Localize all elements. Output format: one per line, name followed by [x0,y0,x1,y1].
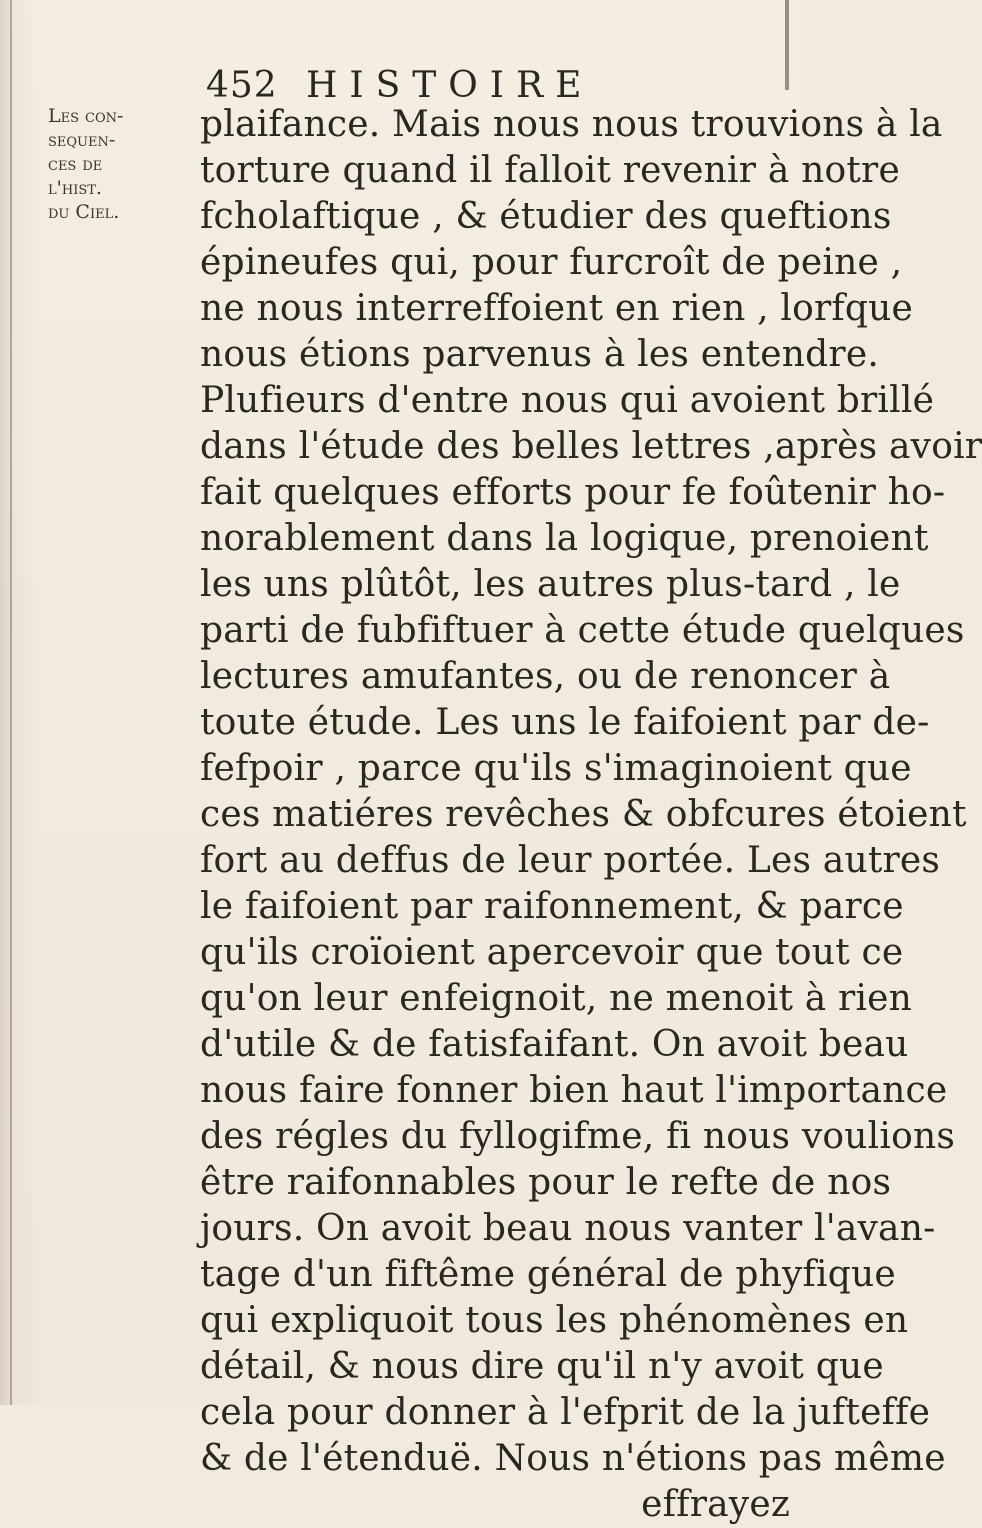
text-line: ne nous interreffoient en rien , lorfque [200,288,914,329]
text-line: être raifonnables pour le refte de nos [200,1162,892,1203]
text-line: fort au deffus de leur portée. Les autres [200,840,941,881]
text-line: parti de fubfiftuer à cette étude quelques [200,610,965,651]
text-line: dans l'étude des belles lettres ,après avoir [200,426,982,467]
margin-note [48,104,198,224]
text-line: fait quelques efforts pour fe foûtenir ho- [200,472,946,513]
body-text [200,102,982,1528]
page-number: 452 [206,65,278,106]
text-line: d'utile & de fatisfaifant. On avoit beau [200,1024,909,1065]
text-line: nous faire fonner bien haut l'importance [200,1070,948,1111]
text-line: toute étude. Les uns le faifoient par de- [200,702,930,743]
running-title: HISTOIRE [306,65,594,106]
text-line: Plufieurs d'entre nous qui avoient brillé [200,380,935,421]
text-line: cela pour donner à l'efprit de la jufteffe [200,1392,931,1433]
text-line: qu'ils croïoient apercevoir que tout ce [200,932,904,973]
text-line: détail, & nous dire qu'il n'y avoit que [200,1346,884,1387]
text-line: tage d'un fiftême général de phyfique [200,1254,896,1295]
text-line: fefpoir , parce qu'ils s'imaginoient que [200,748,912,789]
margin-note-line: l'hist. [48,177,102,199]
margin-note-line: ces de [48,153,103,175]
text-line: norablement dans la logique, prenoient [200,518,929,559]
margin-note-line: Les con- [48,105,124,127]
text-line: épineufes qui, pour furcroît de peine , [200,242,903,283]
text-line: fcholaftique , & étudier des queftions [200,196,892,237]
catchword: effrayez [641,1484,790,1525]
text-line: & de l'étenduë. Nous n'étions pas même [200,1438,946,1479]
text-line: le faifoient par raifonnement, & parce [200,886,904,927]
margin-note-line: du Ciel. [48,201,120,223]
text-line: lectures amufantes, ou de renoncer à [200,656,891,697]
text-line: des régles du fyllogifme, fi nous voulions [200,1116,956,1157]
page-header [206,66,766,106]
text-line: torture quand il falloit revenir à notre [200,150,900,191]
text-line: qui expliquoit tous les phénomènes en [200,1300,909,1341]
text-line: les uns plûtôt, les autres plus-tard , le [200,564,901,605]
text-line: qu'on leur enfeignoit, ne menoit à rien [200,978,913,1019]
text-line: jours. On avoit beau nous vanter l'avan- [200,1208,936,1249]
text-line: ces matiéres revêches & obfcures étoient [200,794,967,835]
text-line: plaifance. Mais nous nous trouvions à la [200,104,943,145]
page-edge-shadow [10,0,12,1405]
gutter-mark [785,0,789,90]
margin-note-line: sequen- [48,129,116,151]
text-line: nous étions parvenus à les entendre. [200,334,879,375]
